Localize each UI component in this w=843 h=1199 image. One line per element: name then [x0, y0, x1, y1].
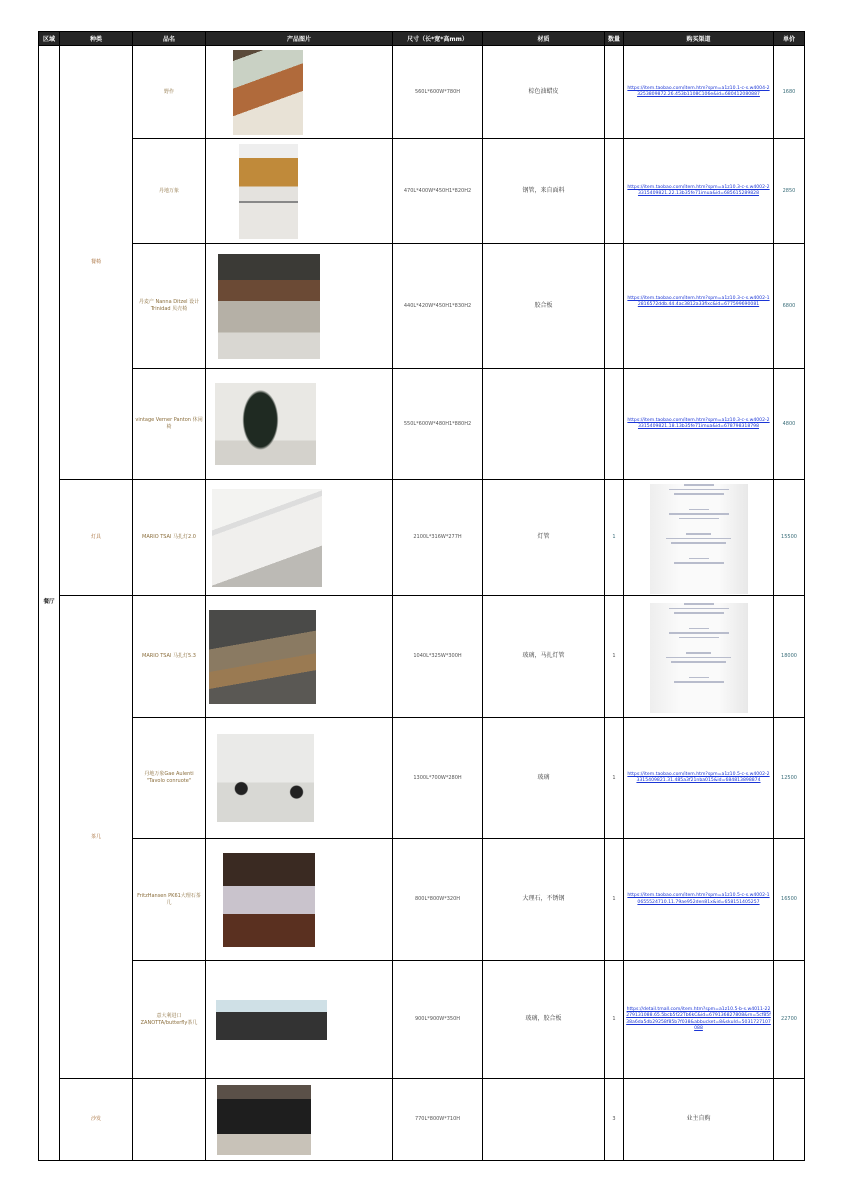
- material-cell: 胶合板: [483, 244, 605, 369]
- col-qty: 数量: [605, 32, 624, 46]
- qty-cell: [605, 244, 624, 369]
- material-cell: 灯管: [483, 480, 605, 596]
- qty-cell: 1: [605, 718, 624, 839]
- category-cell: 茶几: [60, 596, 133, 1079]
- col-price: 单价: [774, 32, 805, 46]
- price-cell: 22700: [774, 961, 805, 1079]
- product-name: MARIO TSAI 马扎灯5.3: [133, 596, 206, 718]
- header-row: [39, 32, 805, 46]
- size-cell: 440L*420W*450H1*830H2: [393, 244, 483, 369]
- product-image-cell: [206, 369, 393, 480]
- qty-cell: [605, 46, 624, 139]
- purchase-link[interactable]: https://item.taobao.com/item.htm?spm=a1z10.5-c-s.w4002-23315409821.31.485a3f21nba015&id=684813898874: [627, 771, 770, 783]
- col-material: 材质: [483, 32, 605, 46]
- product-name: 野作: [133, 46, 206, 139]
- size-cell: 900L*900W*350H: [393, 961, 483, 1079]
- channel-cell: [624, 961, 774, 1079]
- price-cell: 6800: [774, 244, 805, 369]
- product-image-cell: [206, 839, 393, 961]
- purchase-link[interactable]: https://item.taobao.com/item.htm?spm=a1z10.5-c-s.w4002-10655524710.11.79ae952den81x&id=658151405257: [627, 893, 770, 905]
- table-row: [39, 369, 805, 480]
- product-image: [223, 853, 315, 947]
- product-name: vintage Verner Panton 休闲椅: [133, 369, 206, 480]
- product-image-cell: [206, 1079, 393, 1161]
- channel-cell: [624, 839, 774, 961]
- col-size: 尺寸（长*宽*高mm）: [393, 32, 483, 46]
- product-image: [217, 1085, 311, 1155]
- qty-cell: [605, 369, 624, 480]
- product-image-cell: [206, 46, 393, 139]
- product-image-cell: [206, 961, 393, 1079]
- material-cell: 钢管，来自面料: [483, 139, 605, 244]
- category-cell: 餐椅: [60, 46, 133, 480]
- price-cell: 4800: [774, 369, 805, 480]
- qty-cell: [605, 139, 624, 244]
- table-row: [39, 596, 805, 718]
- purchase-link[interactable]: https://item.taobao.com/item.htm?spm=a1z10.3-c-s.w4002-23315409821.22.13b35fe71imua&id=685615289828: [627, 184, 770, 196]
- table-row: [39, 244, 805, 369]
- col-image: 产品图片: [206, 32, 393, 46]
- area-cell: 餐厅: [39, 46, 60, 1161]
- product-name: FritzHansen PK61大理石茶几: [133, 839, 206, 961]
- product-image: [215, 383, 316, 465]
- purchase-link[interactable]: https://item.taobao.com/item.htm?spm=a1z10.3-c-s.w4002-23315409821.18.13b35fe71imua&id=678798318798: [627, 417, 770, 429]
- qty-cell: 1: [605, 839, 624, 961]
- col-category: 种类: [60, 32, 133, 46]
- channel-cell: [624, 139, 774, 244]
- product-image: [216, 980, 327, 1060]
- price-cell: 12500: [774, 718, 805, 839]
- product-image: [209, 610, 316, 704]
- category-cell: 灯具: [60, 480, 133, 596]
- channel-cell: [624, 718, 774, 839]
- material-cell: 玻璃: [483, 718, 605, 839]
- price-cell: 1680: [774, 46, 805, 139]
- product-image: [217, 734, 314, 822]
- price-cell: 2850: [774, 139, 805, 244]
- table-row: [39, 139, 805, 244]
- size-cell: 470L*400W*450H1*820H2: [393, 139, 483, 244]
- price-cell: 15500: [774, 480, 805, 596]
- channel-cell: [624, 480, 774, 596]
- channel-cell: [624, 46, 774, 139]
- size-cell: 550L*600W*480H1*880H2: [393, 369, 483, 480]
- qty-cell: 1: [605, 480, 624, 596]
- store-list-image: [650, 484, 748, 594]
- product-image: [212, 489, 322, 587]
- channel-cell: [624, 244, 774, 369]
- table-row: [39, 1079, 805, 1161]
- product-name: 意大利进口 ZANOTTA/butterfly茶几: [133, 961, 206, 1079]
- col-area: 区域: [39, 32, 60, 46]
- product-image: [218, 254, 320, 359]
- product-name: 丹麦产 Nanna Ditzel 设计 Trinidad 贝壳椅: [133, 244, 206, 369]
- material-cell: 大理石，不锈钢: [483, 839, 605, 961]
- qty-cell: 1: [605, 961, 624, 1079]
- size-cell: 1040L*325W*300H: [393, 596, 483, 718]
- material-cell: 棕色油蜡皮: [483, 46, 605, 139]
- material-cell: 玻璃，马扎灯管: [483, 596, 605, 718]
- channel-cell: [624, 596, 774, 718]
- table-row: [39, 718, 805, 839]
- product-name: 丹地万象: [133, 139, 206, 244]
- product-name: 丹地万象Gae Aulenti "Tavolo conruote": [133, 718, 206, 839]
- store-list-image: [650, 603, 748, 713]
- material-cell: 玻璃，胶合板: [483, 961, 605, 1079]
- furniture-table: [38, 31, 805, 1161]
- product-image-cell: [206, 244, 393, 369]
- table-row: [39, 480, 805, 596]
- product-name: [133, 1079, 206, 1161]
- product-image-cell: [206, 139, 393, 244]
- product-image-cell: [206, 596, 393, 718]
- product-image-cell: [206, 480, 393, 596]
- material-cell: [483, 1079, 605, 1161]
- table-row: [39, 839, 805, 961]
- size-cell: 2100L*316W*277H: [393, 480, 483, 596]
- purchase-link[interactable]: https://item.taobao.com/item.htm?spm=a1z10.3-c-s.w4002-12816572ddb.44.4ac3812a33fixc&id=677599690081: [627, 296, 770, 308]
- size-cell: 560L*600W*780H: [393, 46, 483, 139]
- table-row: [39, 46, 805, 139]
- purchase-link[interactable]: https://item.taobao.com/item.htm?spm=a1z10.1-c-s.w4004-23253809872.26.453b1108C106e&id=680412080887: [627, 85, 770, 97]
- category-cell: 沙发: [60, 1079, 133, 1161]
- col-name: 品名: [133, 32, 206, 46]
- size-cell: 770L*800W*710H: [393, 1079, 483, 1161]
- product-image: [233, 50, 303, 135]
- qty-cell: 1: [605, 596, 624, 718]
- size-cell: 1300L*700W*280H: [393, 718, 483, 839]
- purchase-link[interactable]: https://detail.tmall.com/item.htm?spm=a1z10.5-b-s.w4011-22279131088.65.5bcb5f22Tb6kC&id=679136827808&rn=5cf85f38a6da5db29258f85b7f038&abbucket=8&skuId=5031727107088: [626, 1007, 771, 1031]
- product-image: [239, 144, 298, 239]
- price-cell: 18000: [774, 596, 805, 718]
- material-cell: [483, 369, 605, 480]
- qty-cell: 3: [605, 1079, 624, 1161]
- size-cell: 800L*800W*320H: [393, 839, 483, 961]
- channel-cell: 业主自购: [624, 1079, 774, 1161]
- product-image-cell: [206, 718, 393, 839]
- price-cell: 16500: [774, 839, 805, 961]
- product-name: MARIO TSAI 马扎灯2.0: [133, 480, 206, 596]
- col-channel: 购买渠道: [624, 32, 774, 46]
- price-cell: [774, 1079, 805, 1161]
- channel-cell: [624, 369, 774, 480]
- table-row: [39, 961, 805, 1079]
